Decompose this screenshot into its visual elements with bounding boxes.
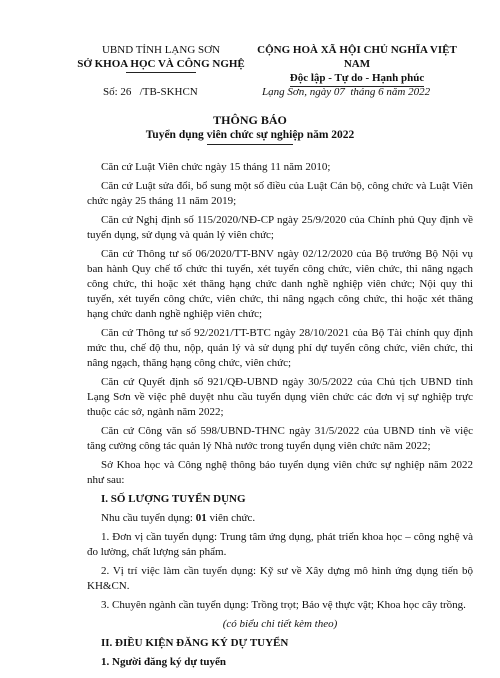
legal-basis-7: Căn cứ Công văn số 598/UBND-THNC ngày 31/5/2022 của UBND tỉnh về việc tăng cường công tác quản lý Nhà nước trong tuyển dụng viên chức năm 2022; (87, 425, 473, 452)
job-position: 2. Vị trí việc làm cần tuyển dụng: Kỹ sư về Xây dựng mô hình ứng dụng tiến bộ KH&CN. (87, 565, 473, 592)
national-motto: Độc lập - Tự do - Hạnh phúc (289, 72, 425, 84)
legal-basis-5: Căn cứ Thông tư số 92/2021/TT-BTC ngày 28/10/2021 của Bộ Tài chính quy định mức thu, chế độ thu, nộp, quản lý và sử dụng phí dự tuyển công chức, viên chức, thi nâng ngạch, thăng hạng công chức, viên chức; (87, 327, 473, 369)
legal-basis-1: Căn cứ Luật Viên chức ngày 15 tháng 11 năm 2010; (101, 161, 331, 173)
agency-parent: UBND TỈNH LẠNG SƠN (101, 44, 221, 56)
document-date: Lạng Sơn, ngày 07 tháng 6 năm 2022 (262, 86, 431, 98)
national-motto-block (243, 43, 471, 87)
required-majors: 3. Chuyên ngành cần tuyển dụng: Trồng trọt; Bảo vệ thực vật; Khoa học cây trồng. (101, 599, 466, 611)
section-heading-conditions: II. ĐIỀU KIỆN ĐĂNG KÝ DỰ TUYỂN (101, 637, 289, 649)
issuing-agency-block (75, 43, 247, 73)
title-underline (207, 144, 293, 145)
subsection-heading-applicants: 1. Người đăng ký dự tuyển (101, 656, 227, 668)
recruiting-unit: 1. Đơn vị cần tuyển dụng: Trung tâm ứng dụng, phát triển khoa học – công nghệ và đo lường, chất lượng sản phẩm. (87, 531, 473, 558)
announcement-intro: Sở Khoa học và Công nghệ thông báo tuyển dụng viên chức sự nghiệp năm 2022 như sau: (87, 459, 473, 486)
legal-basis-2: Căn cứ Luật sửa đổi, bổ sung một số điều của Luật Cán bộ, công chức và Luật Viên chức ngày 25 tháng 11 năm 2019; (87, 180, 473, 207)
recruitment-count-prefix: Nhu cầu tuyển dụng: (101, 512, 196, 524)
section-heading-quantity: I. SỐ LƯỢNG TUYỂN DỤNG (101, 493, 246, 505)
document-number: Số: 26 /TB-SKHCN (103, 86, 198, 98)
document-title: THÔNG BÁO (213, 113, 287, 127)
agency-underline (126, 72, 196, 73)
recruitment-count-value: 01 (195, 512, 207, 524)
document-title-block (0, 113, 500, 145)
legal-basis-6: Căn cứ Quyết định số 921/QĐ-UBND ngày 30/5/2022 của Chủ tịch UBND tỉnh Lạng Sơn về việc phê duyệt nhu cầu tuyển dụng viên chức các đơn vị sự nghiệp trực thuộc các sở, ngành năm 2022; (87, 376, 473, 418)
recruitment-count-suffix: viên chức. (206, 512, 256, 524)
recruitment-count (87, 511, 473, 526)
document-body (87, 160, 473, 674)
country-name: CỘNG HOÀ XÃ HỘI CHỦ NGHĨA VIỆT NAM (257, 44, 457, 70)
document-subtitle: Tuyển dụng viên chức sự nghiệp năm 2022 (145, 129, 355, 141)
legal-basis-3: Căn cứ Nghị định số 115/2020/NĐ-CP ngày 25/9/2020 của Chính phủ Quy định về tuyển dụng, sử dụng và quản lý viên chức; (87, 214, 473, 241)
attachment-note: (có biểu chi tiết kèm theo) (222, 618, 338, 630)
legal-basis-4: Căn cứ Thông tư số 06/2020/TT-BNV ngày 02/12/2020 của Bộ trưởng Bộ Nội vụ ban hành Quy chế tổ chức thi tuyển, xét tuyển công chức, viên chức, thi nâng ngạch công chức, thi hoặc xét thăng hạng chức danh nghề nghiệp viên chức; Nội quy thi tuyển, xét tuyển công chức, viên chức, thi nâng ngạch công chức, thi hoặc xét thăng hạng chức danh nghề nghiệp viên chức; (87, 248, 473, 320)
agency-name: SỞ KHOA HỌC VÀ CÔNG NGHỆ (77, 58, 245, 70)
